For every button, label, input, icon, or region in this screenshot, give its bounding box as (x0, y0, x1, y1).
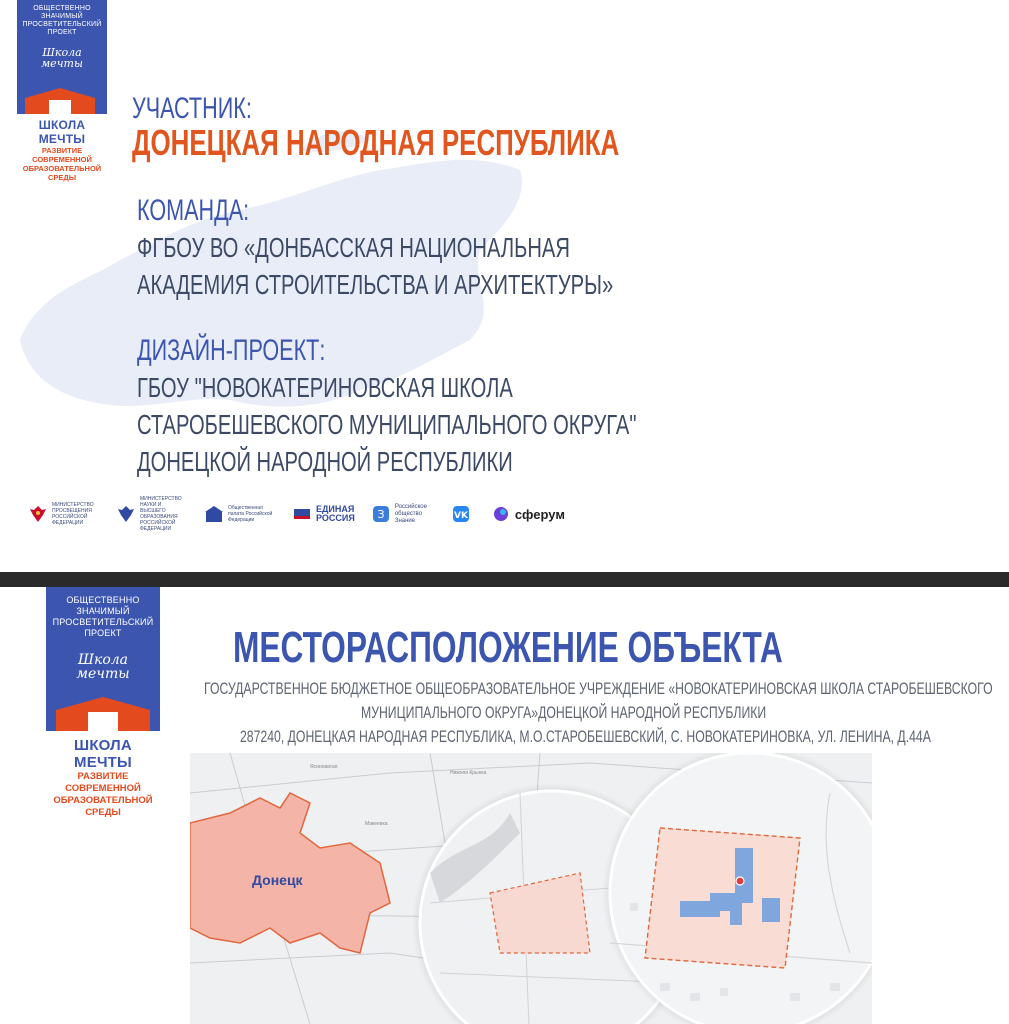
logo-name: ШКОЛА МЕЧТЫ (74, 737, 132, 771)
vk-icon (451, 504, 471, 524)
logo-script-1: Школа (77, 652, 129, 668)
design-line-3: ДОНЕЦКОЙ НАРОДНОЙ РЕСПУБЛИКИ (137, 446, 513, 477)
location-pin-icon (736, 877, 744, 885)
map-town-label: Ясиноватая (310, 764, 338, 770)
logo-subtitle-2: ОБРАЗОВАТЕЛЬНОЙ СРЕДЫ (53, 795, 153, 818)
location-line-1: ГОСУДАРСТВЕННОЕ БЮДЖЕТНОЕ ОБЩЕОБРАЗОВАТЕЛЬНОЕ УЧРЕЖДЕНИЕ «НОВОКАТЕРИНОВСКАЯ ШКОЛА СТАРОБЕШЕВСКОГО (204, 679, 993, 698)
partner-minpros: МИНИСТЕРСТВО ПРОСВЕЩЕНИЯ РОССИЙСКОЙ ФЕДЕРАЦИИ (28, 502, 100, 526)
chamber-building-icon (204, 504, 224, 524)
logo-tagline-2: ПРОСВЕТИТЕЛЬСКИЙ ПРОЕКТ (52, 617, 154, 638)
partner-vk (451, 504, 475, 524)
design-label: ДИЗАЙН-ПРОЕКТ: (137, 334, 326, 367)
team-line-2: АКАДЕМИЯ СТРОИТЕЛЬСТВА И АРХИТЕКТУРЫ» (137, 269, 614, 300)
eagle-emblem-icon (28, 504, 48, 524)
partner-logos (28, 496, 581, 532)
logo-subtitle-2: ОБРАЗОВАТЕЛЬНОЙ СРЕДЫ (22, 164, 102, 182)
svg-text:З: З (377, 508, 385, 521)
logo-subtitle-1: РАЗВИТИЕ СОВРЕМЕННОЙ (65, 771, 141, 794)
location-map (190, 753, 872, 1024)
map-city-label: Донецк (252, 872, 303, 888)
map-town-label: Макеевка (365, 821, 388, 827)
participant-label: УЧАСТНИК: (132, 92, 252, 125)
design-line-2: СТАРОБЕШЕВСКОГО МУНИЦИПАЛЬНОГО ОКРУГА" (137, 409, 637, 440)
design-line-1: ГБОУ "НОВОКАТЕРИНОВСКАЯ ШКОЛА (137, 372, 513, 403)
partner-sferum: сферум (491, 504, 565, 524)
logo-subtitle-1: РАЗВИТИЕ СОВРЕМЕННОЙ (32, 146, 92, 164)
map-town-label: Нижняя Крынка (450, 770, 487, 776)
logo-name: ШКОЛА МЕЧТЫ (38, 118, 86, 146)
team-line-1: ФГБОУ ВО «ДОНБАССКАЯ НАЦИОНАЛЬНАЯ (137, 232, 570, 263)
location-address: 287240, ДОНЕЦКАЯ НАРОДНАЯ РЕСПУБЛИКА, М.О.СТАРОБЕШЕВСКИЙ, С. НОВОКАТЕРИНОВКА, УЛ. ЛЕНИНА, Д.44А (240, 727, 931, 746)
slide-location (0, 587, 1009, 1024)
partner-minobrnauki: МИНИСТЕРСТВО НАУКИ И ВЫСШЕГО ОБРАЗОВАНИЯ РОССИЙСКОЙ ФЕДЕРАЦИИ (116, 496, 188, 532)
bear-flag-icon (292, 504, 312, 524)
logo-script-2: мечты (41, 57, 83, 70)
logo-script-1: Школа (42, 46, 82, 59)
logo-plate (17, 0, 107, 114)
team-label: КОМАНДА: (137, 194, 250, 227)
svg-text:VK: VK (453, 511, 468, 521)
sferum-icon (491, 504, 511, 524)
participant-value: ДОНЕЦКАЯ НАРОДНАЯ РЕСПУБЛИКА (132, 122, 620, 163)
partner-znanie: З Российское общество Знание (371, 504, 435, 525)
slide-separator (0, 572, 1009, 587)
logo-tagline-2: ПРОСВЕТИТЕЛЬСКИЙ ПРОЕКТ (22, 21, 102, 36)
eagle-emblem-icon (116, 504, 136, 524)
logo-script-2: мечты (76, 666, 130, 682)
logo-tagline-1: ОБЩЕСТВЕННО ЗНАЧИМЫЙ (66, 595, 140, 616)
shkola-mechty-logo (46, 587, 160, 819)
location-title: МЕСТОРАСПОЛОЖЕНИЕ ОБЪЕКТА (233, 623, 783, 672)
location-line-2: МУНИЦИПАЛЬНОГО ОКРУГА»ДОНЕЦКОЙ НАРОДНОЙ РЕСПУБЛИКИ (361, 703, 767, 722)
school-house-icon (25, 88, 95, 114)
shkola-mechty-logo (17, 0, 107, 182)
logo-plate (46, 587, 160, 731)
znanie-icon (371, 504, 391, 524)
logo-tagline-1: ОБЩЕСТВЕННО ЗНАЧИМЫЙ (33, 5, 91, 20)
partner-oprf: Общественная палата Российской Федерации (204, 504, 276, 524)
map-graphic (190, 753, 872, 1024)
school-house-icon (56, 697, 150, 731)
partner-edinaya-rossiya: ЕДИНАЯ РОССИЯ (292, 504, 355, 524)
